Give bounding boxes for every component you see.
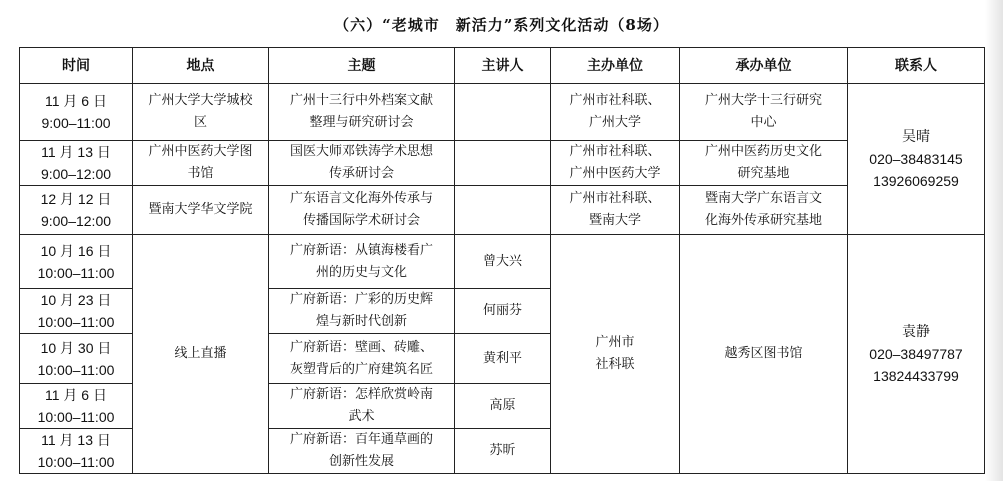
cell-organizer: 广州中医药历史文化 研究基地 [680, 141, 848, 186]
cell-host: 广州市社科联、 广州中医药大学 [551, 141, 680, 186]
cell-time: 11 月 6 日 10:00–11:00 [20, 384, 133, 429]
cell-speaker [455, 84, 551, 141]
cell-theme: 国医大师邓铁涛学术思想 传承研讨会 [269, 141, 455, 186]
cell-theme: 广府新语：从镇海楼看广 州的历史与文化 [269, 235, 455, 289]
cell-organizer-online: 越秀区图书馆 [680, 235, 848, 474]
cell-place-online: 线上直播 [133, 235, 269, 474]
header-theme: 主题 [269, 48, 455, 84]
cell-host-online: 广州市 社科联 [551, 235, 680, 474]
cell-speaker: 苏昕 [455, 429, 551, 474]
header-organizer: 承办单位 [680, 48, 848, 84]
cell-theme: 广府新语：壁画、砖雕、 灰塑背后的广府建筑名匠 [269, 334, 455, 384]
cell-speaker: 黄利平 [455, 334, 551, 384]
cell-theme: 广东语言文化海外传承与 传播国际学术研讨会 [269, 186, 455, 235]
cell-speaker: 何丽芬 [455, 289, 551, 334]
cell-time: 12 月 12 日 9:00–12:00 [20, 186, 133, 235]
cell-host: 广州市社科联、 广州大学 [551, 84, 680, 141]
cell-theme: 广州十三行中外档案文献 整理与研究研讨会 [269, 84, 455, 141]
cell-time: 10 月 16 日 10:00–11:00 [20, 235, 133, 289]
header-row [20, 48, 985, 84]
table-row [20, 186, 985, 235]
cell-host: 广州市社科联、 暨南大学 [551, 186, 680, 235]
header-place: 地点 [133, 48, 269, 84]
header-host: 主办单位 [551, 48, 680, 84]
header-time: 时间 [20, 48, 133, 84]
table-row [20, 84, 985, 141]
cell-theme: 广府新语：广彩的历史辉 煌与新时代创新 [269, 289, 455, 334]
cell-place: 暨南大学华文学院 [133, 186, 269, 235]
activity-table [19, 47, 985, 474]
section-title: （六）“老城市 新活力”系列文化活动（8场） [334, 16, 669, 34]
cell-contact-online: 袁静 020–38497787 13824433799 [848, 235, 985, 474]
cell-time: 11 月 13 日 10:00–11:00 [20, 429, 133, 474]
cell-time: 11 月 13 日 9:00–12:00 [20, 141, 133, 186]
cell-speaker: 曾大兴 [455, 235, 551, 289]
table-row [20, 235, 985, 289]
cell-time: 10 月 23 日 10:00–11:00 [20, 289, 133, 334]
cell-organizer: 暨南大学广东语言文 化海外传承研究基地 [680, 186, 848, 235]
header-speaker: 主讲人 [455, 48, 551, 84]
cell-theme: 广府新语：怎样欣赏岭南 武术 [269, 384, 455, 429]
cell-speaker [455, 141, 551, 186]
cell-speaker: 高原 [455, 384, 551, 429]
table-row [20, 141, 985, 186]
cell-time: 10 月 30 日 10:00–11:00 [20, 334, 133, 384]
cell-theme: 广府新语：百年通草画的 创新性发展 [269, 429, 455, 474]
cell-place: 广州中医药大学图 书馆 [133, 141, 269, 186]
header-contact: 联系人 [848, 48, 985, 84]
cell-organizer: 广州大学十三行研究 中心 [680, 84, 848, 141]
cell-speaker [455, 186, 551, 235]
page-edge-shadow [985, 0, 1003, 481]
cell-place: 广州大学大学城校 区 [133, 84, 269, 141]
cell-contact-offline: 吴晴 020–38483145 13926069259 [848, 84, 985, 235]
cell-time: 11 月 6 日 9:00–11:00 [20, 84, 133, 141]
